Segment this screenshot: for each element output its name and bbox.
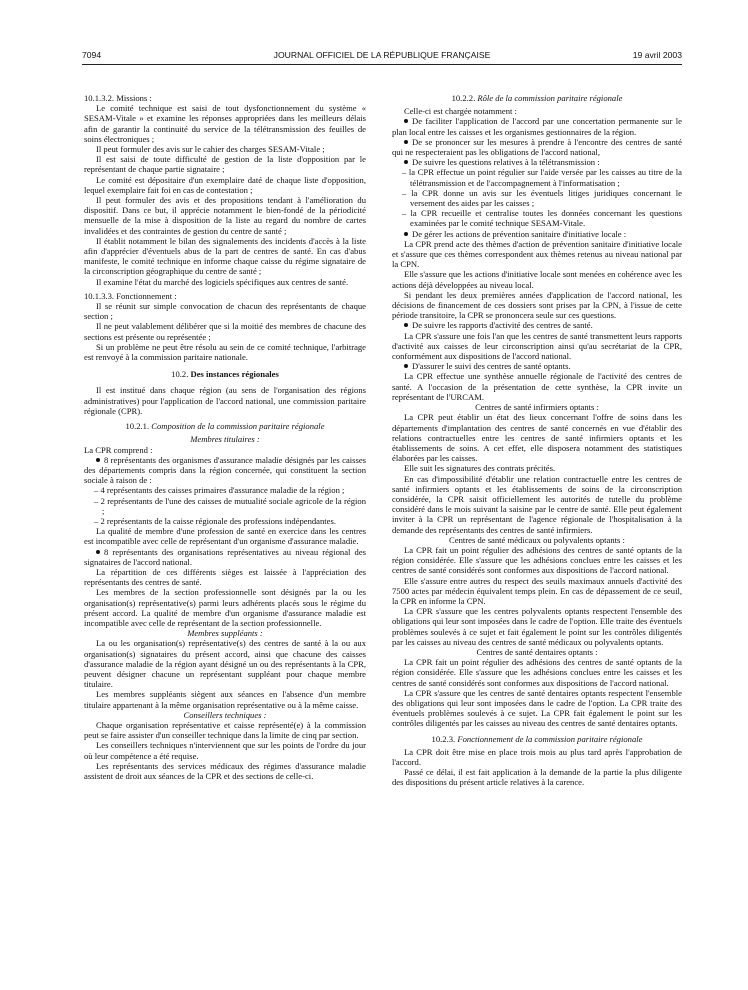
- paragraph: Elle s'assure que les actions d'initiative locale sont menées en cohérence avec les actions déjà développées au niveau local.: [392, 269, 682, 290]
- bullet-icon: [404, 140, 408, 144]
- paragraph: Il peut formuler des avis sur le cahier des charges SESAM-Vitale ;: [96, 144, 325, 155]
- paragraph: La CPR peut établir un état des lieux concernant l'offre de soins dans les départements d'implantation des centres de santé concernés en vue d'établir des relations contractuelles entre les centres de santé infirmiers optants et les établissements de soins. A cet effet, elle disposera notamment des statistiques élaborées par les caisses.: [392, 412, 682, 464]
- bullet-icon: [404, 119, 408, 123]
- paragraph: Passé ce délai, il est fait application à la demande de la partie la plus diligente des dispositions du présent article relatives à la carence.: [392, 767, 682, 788]
- dash-item: – la CPR donne un avis sur les éventuels litiges juridiques concernant le versement des aides par les caisses ;: [402, 187, 682, 209]
- bullet-icon: [404, 323, 408, 327]
- paragraph: Si pendant les deux premières années d'application de l'accord national, les décisions de financement de ces dossiers sont prises par la CPN, à l'issue de cette période transitoire, la CPR se prononcera seule sur ces questions.: [392, 289, 682, 321]
- bullet-item: 8 représentants des organismes d'assurance maladie désignés par les caisses des départements compris dans la région concernée, qui constituent la section sociale à raison de :: [84, 454, 366, 486]
- subsection-number: 10.2.1.: [125, 421, 150, 432]
- bullet-item: 8 représentants des organisations représentatives au niveau régional des signataires de l'accord national.: [84, 546, 366, 567]
- paragraph: La ou les organisation(s) représentative(s) des centres de santé à la ou aux organisation(s) signataires du présent accord, ainsi que chacune des caisses d'assurance maladie de la région ayant désigné un ou des représentants à la CPR, peuvent désigner chacune un représentant suppléant pour chaque membre titulaire.: [84, 638, 366, 690]
- paragraph: Les membres suppléants siègent aux séances en l'absence d'un membre titulaire appartenant à la même organisation représentative ou à la même caisse.: [84, 689, 366, 710]
- bullet-icon: [96, 458, 100, 462]
- subsection-title-text: Rôle de la commission paritaire régionale: [477, 93, 623, 103]
- paragraph: Si un problème ne peut être résolu au sein de ce comité technique, l'arbitrage est renvoyé à la commission paritaire nationale.: [84, 341, 366, 363]
- paragraph: Il ne peut valablement délibérer que si la moitié des membres de chacune des sections est présente ou représentée ;: [84, 321, 366, 342]
- page-number: 7094: [82, 50, 102, 60]
- subsection-number: 10.2.3.: [431, 733, 456, 744]
- bullet-item: De suivre les questions relatives à la télétransmission :: [392, 157, 682, 167]
- paragraph: La CPR fait un point régulier des adhésions des centres de santé optants de la région considérée. Elle s'assure que les adhésions conclues entre les caisses et les centres de santé considérés sont conformes aux dispositions de l'accord national.: [392, 657, 682, 688]
- paragraph: La CPR s'assure que les centres polyvalents optants respectent l'ensemble des obligations qui leur sont imposées dans le cadre de l'option. Elle traite des éventuels problèmes soulevés à ce sujet et fait également le point sur les contrôles diligentés par les caisses au niveau des centres de santé médicaux ou polyvalents optants.: [392, 606, 682, 647]
- paragraph: La CPR comprend :: [84, 444, 153, 455]
- bullet-icon: [96, 550, 100, 554]
- paragraph: Il est institué dans chaque région (au sens de l'organisation des régions administratives) pour l'application de l'accord national, une commission paritaire régionale (CPR).: [84, 385, 366, 416]
- bullet-item: De se prononcer sur les mesures à prendre à l'encontre des centres de santé qui ne respecteraient pas les obligations de l'accord national,: [392, 136, 682, 158]
- paragraph: Il examine l'état du marché des logiciels spécifiques aux centres de santé.: [96, 276, 349, 287]
- subheading-membres-suppleants: Membres suppléants :: [187, 628, 263, 639]
- right-column: [392, 93, 682, 788]
- paragraph: Le comité technique est saisi de tout dysfonctionnement du système « SESAM-Vitale » et examine les réponses appropriées dans les meilleurs délais afin de garantir la continuité du service de la télétransmission des feuilles de soins électroniques ;: [84, 103, 366, 144]
- dash-item: – 2 représentants de la caisse régionale des professions indépendantes.: [94, 515, 336, 526]
- subsection-title-fonctionnement: [392, 734, 682, 744]
- section-heading-missions: 10.1.3.2. Missions :: [84, 93, 152, 103]
- paragraph: La CPR effectue une synthèse annuelle régionale de l'activité des centres de santé. A l'occasion de la présentation de cette synthèse, la CPR invite un représentant de l'URCAM.: [392, 371, 682, 402]
- subheading-membres-titulaires: Membres titulaires :: [190, 434, 260, 445]
- paragraph: La CPR prend acte des thèmes d'action de prévention sanitaire d'initiative locale et s'assure que ces thèmes correspondent aux thèmes retenus au niveau national par la CPN.: [392, 238, 682, 270]
- bullet-item: De faciliter l'application de l'accord par une concertation permanente sur le plan local entre les caisses et les organismes gestionnaires de la région.: [392, 116, 682, 137]
- bullet-item: D'assurer le suivi des centres de santé optants.: [392, 361, 682, 371]
- paragraph: Chaque organisation représentative et caisse représenté(e) à la commission peut se faire assister d'un conseiller technique dans la limite de cinq par section.: [84, 719, 366, 741]
- bullet-item: De gérer les actions de prévention sanitaire d'initiative locale :: [392, 229, 682, 239]
- publication-date: 19 avril 2003: [632, 50, 682, 60]
- subheading-dentaires: Centres de santé dentaires optants :: [476, 646, 598, 657]
- subheading-medicaux-polyvalents: Centres de santé médicaux ou polyvalents optants :: [449, 534, 625, 545]
- paragraph: Le comité est dépositaire d'un exemplaire daté de chaque liste d'opposition, lequel exemplaire fait foi en cas de contestation ;: [84, 174, 366, 195]
- journal-title: JOURNAL OFFICIEL DE LA RÉPUBLIQUE FRANÇAISE: [273, 50, 491, 60]
- bullet-icon: [404, 232, 408, 236]
- paragraph: Il établit notamment le bilan des signalements des incidents d'accès à la liste afin d'apprécier d'éventuels abus de la part de centres de santé. En cas d'abus manifeste, le comité technique en informe chaque caisse du régime signataire de la circonscription géographique du centre de santé ;: [84, 235, 366, 277]
- section-number: 10.2.: [171, 369, 189, 380]
- paragraph: Les membres de la section professionnelle sont désignés par la ou les organisation(s) représentative(s) parmi leurs adhérents placés sous le régime du présent accord. La qualité de membre d'un organisme d'assurance maladie est incompatible avec celle de représentant de la section professionnelle.: [84, 587, 366, 628]
- paragraph: La qualité de membre d'une profession de santé en exercice dans les centres est incompatible avec celle de représentant d'un organisme d'assurance maladie.: [84, 526, 366, 547]
- paragraph: Il peut formuler des avis et des propositions tendant à l'amélioration du dispositif. Dans ce but, il apprécie notamment le bien-fondé de la périodicité mensuelle de la mise à disposition de la liste au regard du nombre de cartes invalidées et des contraintes de gestion du centre de santé ;: [84, 195, 366, 236]
- paragraph: La CPR fait un point régulier des adhésions des centres de santé optants de la région considérée. Elle s'assure que les adhésions conclues entre les caisses et les centres de santé considérés sont conformes aux dispositions de l'accord national.: [392, 544, 682, 576]
- subsection-title-text: Composition de la commission paritaire régionale: [151, 421, 325, 432]
- paragraph: Elle s'assure entre autres du respect des seuils maximaux annuels d'activité des 7500 actes par médecin équivalent temps plein. En cas de dépassement de ce seuil, la CPR en informe la CPN.: [392, 575, 682, 606]
- dash-item: – la CPR recueille et centralise toutes les données concernant les questions examinées par le comité technique SESAM-Vitale.: [402, 208, 682, 229]
- paragraph: En cas d'impossibilité d'établir une relation contractuelle entre les centres de santé infirmiers optants et les établissements de soins de la circonscription considérée, la CPR saisit officiellement les autorités de tutelle du problème considéré dans le mois suivant la saisine par le centre de santé. Elle peut également inviter à la CPR un représentant de l'agence régionale de l'hospitalisation à la demande des représentants des centres de santé infirmiers.: [392, 473, 682, 535]
- paragraph: Elle suit les signatures des contrats précités.: [404, 463, 556, 474]
- paragraph: La CPR doit être mise en place trois mois au plus tard après l'approbation de l'accord.: [392, 746, 682, 767]
- bullet-icon: [404, 160, 408, 164]
- paragraph: Celle-ci est chargée notamment :: [404, 106, 517, 117]
- paragraph: La répartition de ces différents sièges est laissée à l'appréciation des représentants des centres de santé.: [84, 566, 366, 588]
- bullet-item: De suivre les rapports d'activité des centres de santé.: [392, 320, 682, 330]
- paragraph: Il se réunit sur simple convocation de chacun des représentants de chaque section ;: [84, 301, 366, 322]
- page-header: [82, 50, 682, 65]
- subsection-title-text: Fonctionnement de la commission paritaire régionale: [457, 733, 643, 744]
- dash-item: – 2 représentants de l'une des caisses de mutualité sociale agricole de la région ;: [94, 495, 366, 516]
- subheading-conseillers-techniques: Conseillers techniques :: [183, 709, 267, 720]
- paragraph: Les représentants des services médicaux des régimes d'assurance maladie assistent de droit aux séances de la CPR et des sections de celle-ci.: [84, 760, 366, 781]
- bullet-icon: [404, 364, 408, 368]
- section-title-text: Des instances régionales: [190, 369, 279, 380]
- paragraph: La CPR s'assure une fois l'an que les centres de santé transmettent leurs rapports d'activité aux caisses de leur circonscription ainsi qu'au secrétariat de la CPR, conformément aux dispositions de l'accord national.: [392, 330, 682, 362]
- section-heading-fonctionnement: 10.1.3.3. Fonctionnement :: [84, 290, 177, 301]
- subsection-title-composition: [84, 421, 366, 431]
- left-column: [84, 93, 366, 781]
- dash-item: – 4 représentants des caisses primaires d'assurance maladie de la région ;: [94, 485, 345, 496]
- paragraph: Il est saisi de toute difficulté de gestion de la liste d'opposition par le représentant de chaque partie signataire ;: [84, 154, 366, 175]
- dash-item: – la CPR effectue un point régulier sur l'aide versée par les caisses au titre de la télétransmission et de l'accompagnement à l'informatisation ;: [402, 167, 682, 188]
- paragraph: La CPR s'assure que les centres de santé dentaires optants respectent l'ensemble des obligations qui leur sont imposées dans le cadre de l'option. La CPR traite des éventuels problèmes soulevés à ce sujet. La CPR fait également le point sur les contrôles diligentés par les caisses au niveau des centres de santé dentaires optants.: [392, 687, 682, 729]
- paragraph: Les conseillers techniques n'interviennent que sur les points de l'ordre du jour où leur compétence a été requise.: [84, 740, 366, 761]
- subheading-infirmiers: Centres de santé infirmiers optants :: [475, 402, 599, 413]
- section-title-instances-regionales: [84, 369, 366, 379]
- subsection-number: 10.2.2.: [451, 93, 476, 103]
- subsection-title-role: [392, 93, 682, 103]
